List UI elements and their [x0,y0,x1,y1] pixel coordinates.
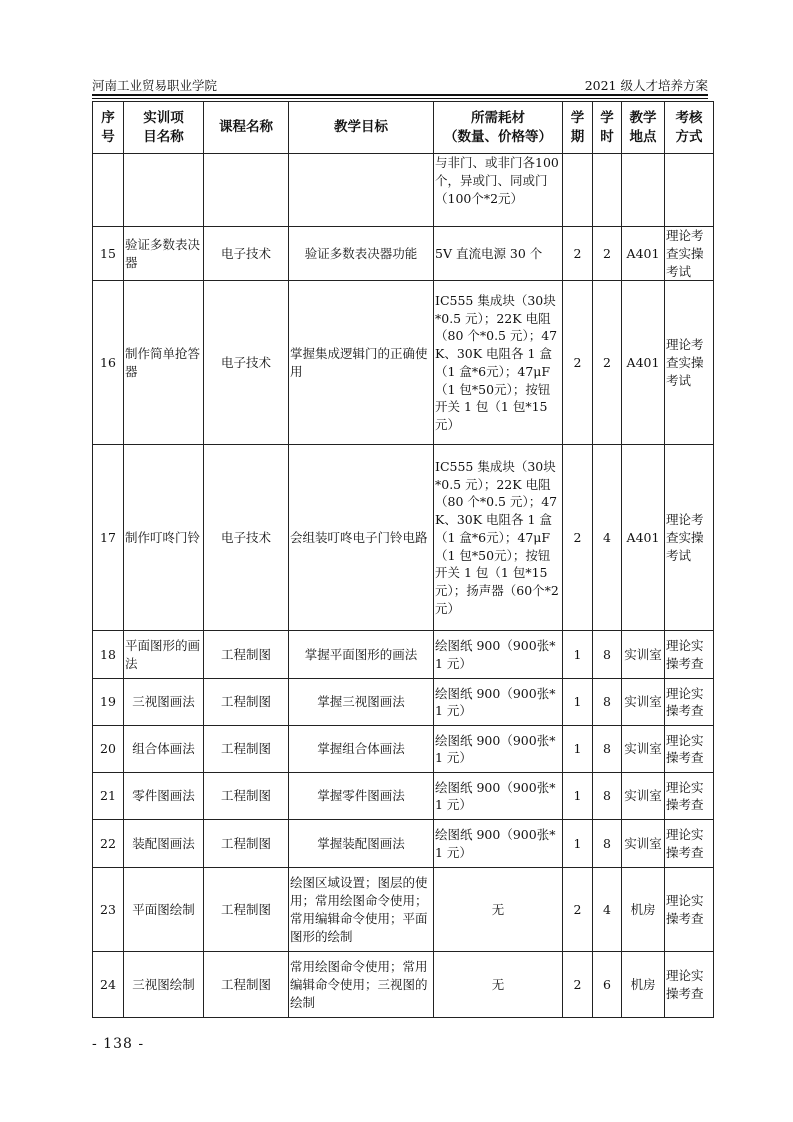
cell-goal: 掌握平面图形的画法 [289,631,434,679]
cell-hours: 2 [593,227,622,281]
table-row [93,679,714,726]
cell-course: 工程制图 [204,952,289,1018]
header-cell-hours: 学 时 [593,102,622,154]
cell-exam: 理论实操考查 [665,726,714,773]
cell-no: 19 [93,679,124,726]
cell-hours: 8 [593,773,622,820]
cell-place: A401 [622,227,665,281]
header-cell-course: 课程名称 [204,102,289,154]
cell-no: 18 [93,631,124,679]
cell-project [124,154,204,227]
header-document-title: 2021 级人才培养方案 [584,78,708,93]
table-row [93,726,714,773]
cell-term: 1 [563,631,593,679]
cell-term: 2 [563,227,593,281]
cell-exam: 理论实操考查 [665,773,714,820]
table-row [93,631,714,679]
cell-goal: 掌握集成逻辑门的正确使用 [289,281,434,445]
cell-term [563,154,593,227]
cell-goal: 掌握三视图画法 [289,679,434,726]
cell-materials: 与非门、或非门各100个，异或门、同或门（100个*2元） [434,154,563,227]
cell-project: 零件图画法 [124,773,204,820]
cell-term: 1 [563,820,593,868]
cell-materials: 绘图纸 900（900张*1 元） [434,679,563,726]
header-cell-materials: 所需耗材 （数量、价格等） [434,102,563,154]
cell-place: 实训室 [622,820,665,868]
cell-hours [593,154,622,227]
cell-no [93,154,124,227]
cell-project: 制作叮咚门铃 [124,445,204,631]
cell-hours: 4 [593,868,622,952]
header-school-name: 河南工业贸易职业学院 [92,78,218,93]
table-row [93,952,714,1018]
table-row [93,154,714,227]
table-row [93,820,714,868]
header-rule-thin [92,98,708,99]
cell-goal: 掌握零件图画法 [289,773,434,820]
cell-materials: 无 [434,868,563,952]
cell-place: 机房 [622,868,665,952]
cell-project: 平面图形的画法 [124,631,204,679]
cell-place: A401 [622,445,665,631]
cell-project: 装配图画法 [124,820,204,868]
cell-no: 17 [93,445,124,631]
page-number: - 138 - [92,1036,145,1052]
cell-course: 工程制图 [204,773,289,820]
cell-exam: 理论实操考查 [665,820,714,868]
cell-materials: 5V 直流电源 30 个 [434,227,563,281]
cell-goal: 会组装叮咚电子门铃电路 [289,445,434,631]
cell-exam [665,154,714,227]
header-cell-project: 实训项 目名称 [124,102,204,154]
cell-course: 工程制图 [204,631,289,679]
cell-course: 工程制图 [204,726,289,773]
cell-goal: 绘图区域设置；图层的使用；常用绘图命令使用；常用编辑命令使用；平面图形的绘制 [289,868,434,952]
cell-goal: 掌握组合体画法 [289,726,434,773]
cell-exam: 理论考查实操考试 [665,227,714,281]
cell-place: 实训室 [622,679,665,726]
cell-place: 实训室 [622,773,665,820]
table-row [93,868,714,952]
cell-project: 平面图绘制 [124,868,204,952]
cell-term: 1 [563,679,593,726]
cell-course: 工程制图 [204,679,289,726]
cell-goal: 验证多数表决器功能 [289,227,434,281]
cell-place [622,154,665,227]
cell-materials: 无 [434,952,563,1018]
page-header [92,76,708,93]
cell-place: 机房 [622,952,665,1018]
cell-goal [289,154,434,227]
cell-hours: 4 [593,445,622,631]
cell-term: 2 [563,445,593,631]
cell-course: 电子技术 [204,227,289,281]
cell-course: 电子技术 [204,281,289,445]
cell-no: 24 [93,952,124,1018]
cell-place: 实训室 [622,726,665,773]
cell-no: 22 [93,820,124,868]
training-projects-table [92,101,714,1018]
table-row [93,227,714,281]
cell-exam: 理论实操考查 [665,868,714,952]
header-rule-thick [92,94,708,96]
cell-hours: 8 [593,631,622,679]
cell-exam: 理论实操考查 [665,631,714,679]
cell-materials: 绘图纸 900（900张*1 元） [434,820,563,868]
header-cell-place: 教学 地点 [622,102,665,154]
header-cell-no: 序 号 [93,102,124,154]
cell-term: 2 [563,281,593,445]
cell-term: 2 [563,952,593,1018]
cell-course: 工程制图 [204,820,289,868]
cell-materials: IC555 集成块（30块*0.5 元）；22K 电阻（80 个*0.5 元）；47K、30K 电阻各 1 盒（1 盒*6元）；47μF（1 包*50元）；按钮开关 1 包（1 包*15元） [434,281,563,445]
header-cell-exam: 考核 方式 [665,102,714,154]
table-row [93,445,714,631]
cell-project: 验证多数表决器 [124,227,204,281]
cell-place: 实训室 [622,631,665,679]
table-row [93,773,714,820]
cell-goal: 掌握装配图画法 [289,820,434,868]
cell-exam: 理论实操考查 [665,952,714,1018]
cell-no: 15 [93,227,124,281]
cell-term: 2 [563,868,593,952]
cell-hours: 8 [593,679,622,726]
cell-hours: 6 [593,952,622,1018]
cell-term: 1 [563,726,593,773]
cell-hours: 8 [593,726,622,773]
cell-no: 16 [93,281,124,445]
cell-course [204,154,289,227]
cell-hours: 8 [593,820,622,868]
cell-goal: 常用绘图命令使用；常用编辑命令使用；三视图的绘制 [289,952,434,1018]
cell-exam: 理论实操考查 [665,679,714,726]
cell-course: 电子技术 [204,445,289,631]
cell-materials: 绘图纸 900（900张*1 元） [434,631,563,679]
header-cell-term: 学 期 [563,102,593,154]
cell-materials: 绘图纸 900（900张*1 元） [434,726,563,773]
cell-no: 20 [93,726,124,773]
cell-project: 三视图绘制 [124,952,204,1018]
cell-place: A401 [622,281,665,445]
cell-project: 制作简单抢答器 [124,281,204,445]
cell-term: 1 [563,773,593,820]
cell-no: 23 [93,868,124,952]
table-row [93,281,714,445]
cell-materials: 绘图纸 900（900张*1 元） [434,773,563,820]
table-header-row [93,102,714,154]
cell-project: 组合体画法 [124,726,204,773]
cell-course: 工程制图 [204,868,289,952]
cell-materials: IC555 集成块（30块*0.5 元）；22K 电阻（80 个*0.5 元）；47K、30K 电阻各 1 盒（1 盒*6元）；47μF（1 包*50元）；按钮开关 1 包（1 包*15元）；扬声器（60个*2 元） [434,445,563,631]
cell-project: 三视图画法 [124,679,204,726]
cell-exam: 理论考查实操考试 [665,445,714,631]
cell-no: 21 [93,773,124,820]
header-cell-goal: 教学目标 [289,102,434,154]
cell-hours: 2 [593,281,622,445]
cell-exam: 理论考查实操考试 [665,281,714,445]
